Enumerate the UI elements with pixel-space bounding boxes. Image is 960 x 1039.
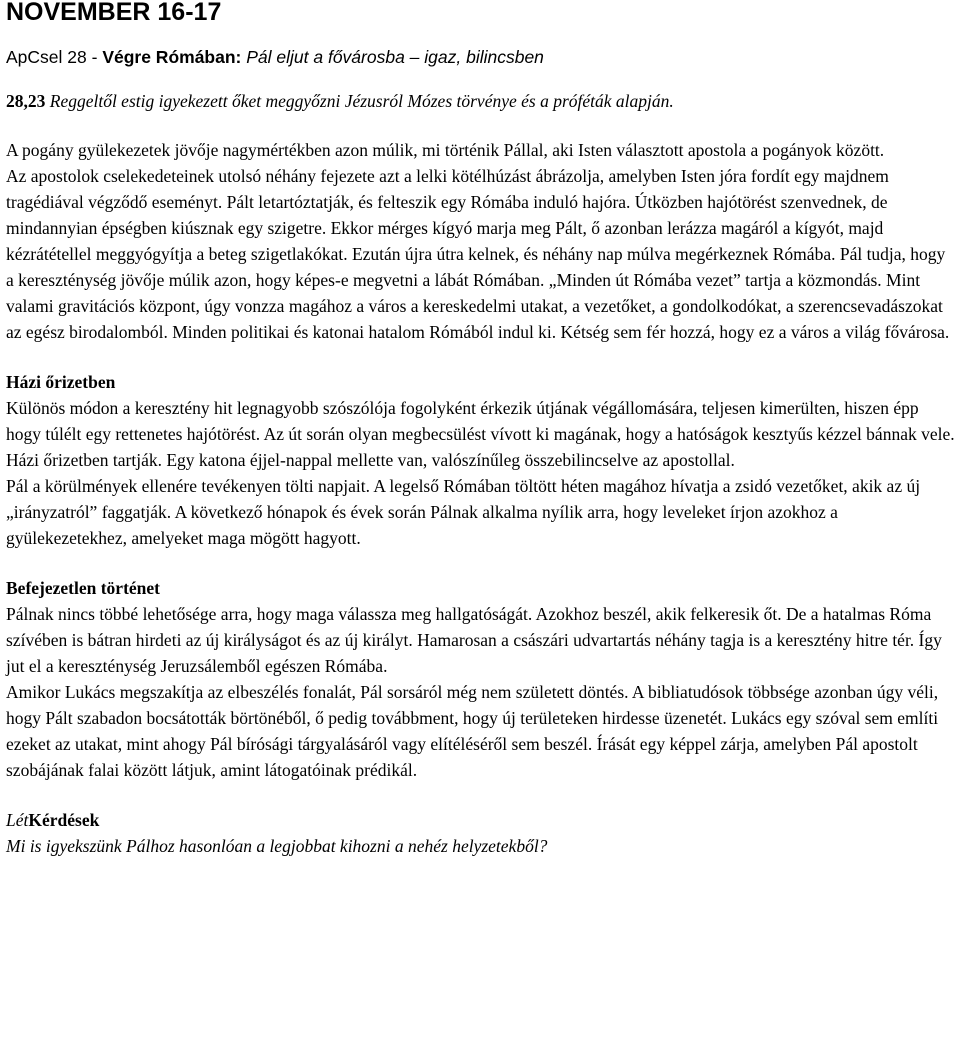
house-arrest-paragraph-2: Pál a körülmények ellenére tevékenyen tölti napjait. A legelső Rómában töltött héten magához hívatja a zsidó vezetőket, akik az új „irányzatról” faggatják. A következő hónapok és évek során Pálnak alkalma nyílik arra, hogy leveleket írjon azokhoz a gyülekezetekhez, amelyeket maga mögött hagyott. (6, 476, 921, 548)
unfinished-paragraph-1: Pálnak nincs többé lehetősége arra, hogy maga válassza meg hallgatóságát. Azokhoz beszél, akik felkeresik őt. De a hatalmas Róma szívében is bátran hirdeti az új királyságot és az új királyt. Hamarosan a császári udvartartás néhány tagja is a keresztény hitre tér. Így jut el a kereszténység Jeruzsálemből egészen Rómába. (6, 604, 942, 676)
subtitle-description: Pál eljut a fővárosba – igaz, bilincsben (241, 47, 544, 67)
question-1: Mi is igyekszünk Pálhoz hasonlóan a legjobbat kihozni a nehéz helyzetekből? (6, 836, 548, 856)
subtitle-separator: - (86, 47, 103, 67)
questions-heading (6, 807, 956, 833)
document-page (6, 0, 956, 859)
questions-heading-lead: Lét (6, 810, 29, 830)
key-verse (6, 88, 956, 114)
reading-subtitle (6, 44, 956, 70)
questions-heading-rest: Kérdések (28, 810, 100, 830)
intro-paragraph-2: Az apostolok cselekedeteinek utolsó néhány fejezete azt a lelki kötélhúzást ábrázolja, amelyben Isten jóra fordít egy majdnem tragédiával végződő eseményt. Pált letartóztatják, és felteszik egy Rómába induló hajóra. Útközben hajótörést szenvednek, de mindannyian épségben kiúsznak egy szigetre. Ekkor mérges kígyó marja meg Pált, ő azonban lerázza magáról a kígyót, majd kézrátétellel meggyógyítja a beteg szigetlakókat. Ezután újra útra kelnek, és néhány nap múlva megérkeznek Rómába. Pál tudja, hogy a kereszténység jövője múlik azon, hogy képes-e megvetni a lábát Rómában. „Minden út Rómába vezet” tartja a közmondás. Mint valami gravitációs központ, úgy vonzza magához a város a kereskedelmi utakat, a vezetőket, a gondolkodókat, a szerencsevadászokat az egész birodalomból. Minden politikai és katonai hatalom Rómából indul ki. Kétség sem fér hozzá, hogy ez a város a világ fővárosa. (6, 166, 950, 342)
subtitle-title: Végre Rómában: (102, 47, 242, 67)
date-title: NOVEMBER 16-17 (6, 0, 222, 26)
house-arrest-paragraph-1: Különös módon a keresztény hit legnagyobb szószólója fogolyként érkezik útjának végállomására, teljesen kimerülten, hiszen épp hogy túlélt egy rettenetes hajótörést. Az út során olyan megbecsülést vívott ki magának, hogy a hatóságok kesztyűs kézzel bánnak vele. Házi őrizetben tartják. Egy katona éjjel-nappal mellette van, valószínűleg összebilincselve az apostollal. (6, 398, 955, 470)
intro-paragraph-1: A pogány gyülekezetek jövője nagymértékben azon múlik, mi történik Pállal, aki Isten választott apostola a pogányok között. (6, 140, 885, 160)
section-heading-house-arrest: Házi őrizetben (6, 372, 116, 392)
section-heading-unfinished: Befejezetlen történet (6, 578, 160, 598)
key-verse-text: Reggeltől estig igyekezett őket meggyőzni Jézusról Mózes törvénye és a próféták alapján. (45, 91, 674, 111)
unfinished-paragraph-2: Amikor Lukács megszakítja az elbeszélés fonalát, Pál sorsáról még nem született döntés. A bibliatudósok többsége azonban úgy véli, hogy Pált szabadon bocsátották börtönéből, ő pedig továbbment, hogy új területeken hirdesse üzenetét. Lukács egy szóval sem említi ezeket az utakat, mint ahogy Pál bírósági tárgyalásáról vagy elítéléséről sem beszél. Írását egy képpel zárja, amelyben Pál apostolt szobájának falai között látjuk, amint látogatóinak prédikál. (6, 682, 939, 780)
key-verse-ref: 28,23 (6, 91, 46, 111)
subtitle-ref: ApCsel 28 (6, 47, 87, 67)
